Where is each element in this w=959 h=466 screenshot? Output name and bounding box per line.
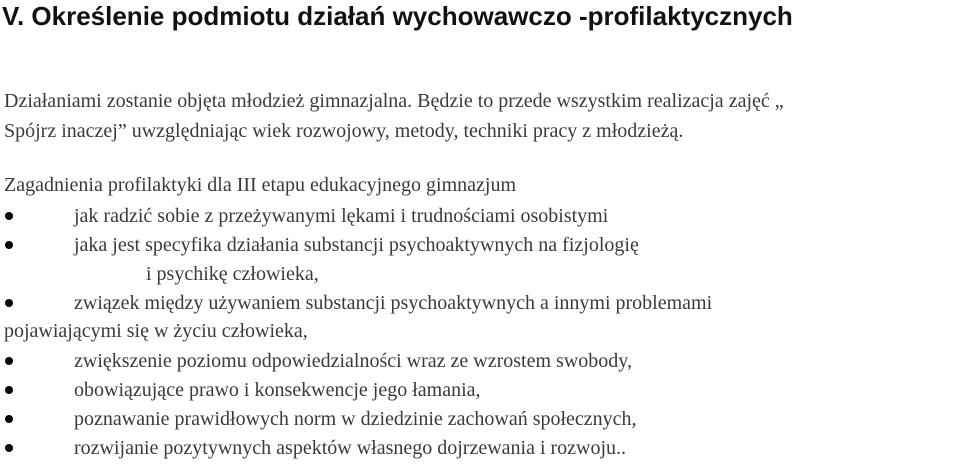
- bullet-icon: [5, 212, 13, 220]
- bullet-icon: [5, 415, 13, 423]
- intro-line-1: Działaniami zostanie objęta młodzież gimnazjalna. Będzie to przede wszystkim realizacja zajęć „: [4, 90, 784, 112]
- list-item-continuation: pojawiającymi się w życiu człowieka,: [4, 320, 308, 342]
- bullet-icon: [5, 444, 13, 452]
- list-item-text: jak radzić sobie z przeżywanymi lękami i trudnościami osobistymi: [74, 205, 609, 227]
- intro-line-2: Spójrz inaczej” uwzględniając wiek rozwojowy, metody, techniki pracy z młodzieżą.: [4, 120, 684, 142]
- bullet-icon: [5, 357, 13, 365]
- list-item-continuation-text: i psychikę człowieka,: [146, 263, 319, 285]
- list-item-text: związek między używaniem substancji psychoaktywnych a innymi problemami: [74, 292, 713, 314]
- bullet-icon: [5, 241, 13, 249]
- list-item-text: obowiązujące prawo i konsekwencje jego łamania,: [74, 379, 481, 401]
- bullet-icon: [5, 386, 13, 394]
- page-heading: V. Określenie podmiotu działań wychowawczo -profilaktycznych: [2, 1, 793, 31]
- list-item-text: zwiększenie poziomu odpowiedzialności wraz ze wzrostem swobody,: [74, 350, 632, 372]
- list-item-text: rozwijanie pozytywnych aspektów własnego dojrzewania i rozwoju..: [74, 437, 627, 459]
- list-item-text: jaka jest specyfika działania substancji psychoaktywnych na fizjologię: [74, 234, 639, 256]
- bullet-icon: [5, 299, 13, 307]
- list-item-text: poznawanie prawidłowych norm w dziedzinie zachowań społecznych,: [74, 408, 637, 430]
- topics-title: Zagadnienia profilaktyki dla III etapu edukacyjnego gimnazjum: [4, 174, 517, 196]
